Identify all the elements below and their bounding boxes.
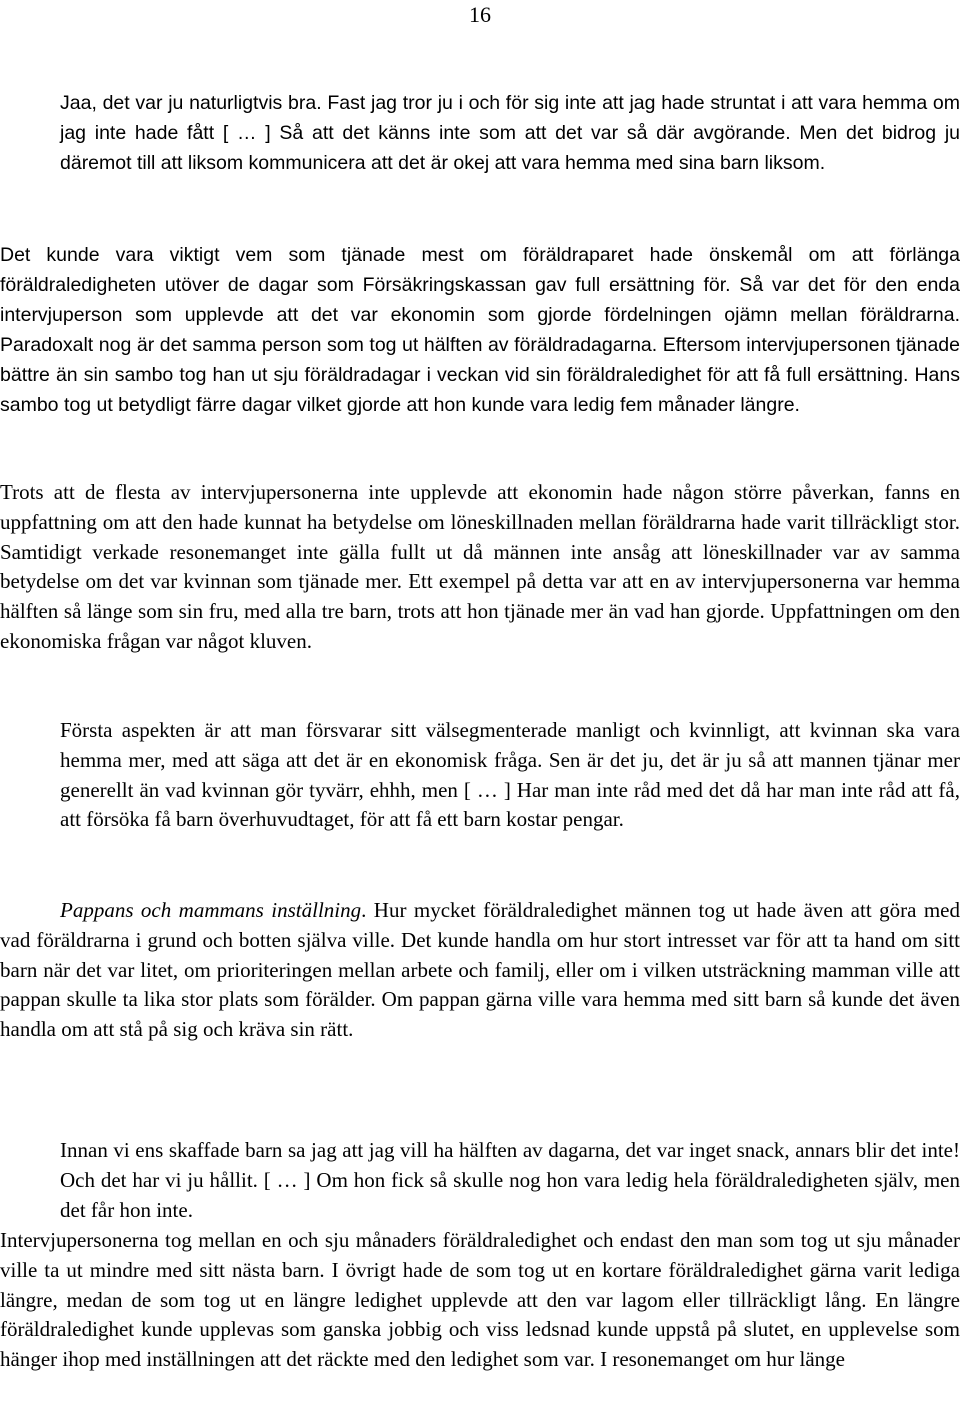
body-paragraph-salary-difference: Trots att de flesta av intervjupersonerna inte upplevde att ekonomin hade någon större påverkan, fanns en uppfattning om att den hade kunnat ha betydelse om löneskillnaden mellan föräldrarna hade varit tillräckligt stor. Samtidigt verkade resonemanget inte gälla fullt ut då männen inte ansåg att löneskillnader var av samma betydelse om det var kvinnan som tjänade mer. Ett exempel på detta var att en av intervjupersonerna var hemma hälften så länge som sin fru, med alla tre barn, trots att hon tjänade mer än vad han gjorde. Uppfattningen om den ekonomiska frågan var något kluven.: [0, 480, 960, 653]
body-paragraph-economy: Det kunde vara viktigt vem som tjänade mest om föräldraparet hade önskemål om att förlänga föräldraledigheten utöver de dagar som Försäkringskassan gav full ersättning för. Så var det för den enda intervjuperson som upplevde att det var ekonomin som gjorde fördelningen ojämn mellan föräldrarna. Paradoxalt nog är det samma person som tog ut hälften av föräldradagarna. Eftersom intervjupersonen tjänade bättre än sin sambo tog han ut sju föräldradagar i veckan vid sin föräldraledighet för att få full ersättning. Hans sambo tog ut betydligt färre dagar vilket gjorde att hon kunde vara ledig fem månader längre.: [0, 244, 960, 416]
page-number: 16: [469, 2, 491, 27]
interview-quote-2: Första aspekten är att man försvarar sitt välsegmenterade manligt och kvinnligt, att kvinnan ska vara hemma mer, med att säga att det är en ekonomisk fråga. Sen är det ju, det är ju så att mannen tjänar mer generellt än vad kvinnan gör tyvärr, ehhh, men [ … ] Har man inte råd med det då har man inte råd att få, att försöka få barn överhuvudtaget, för att få ett barn kostar pengar.: [60, 718, 960, 832]
body-paragraph-attitudes: [0, 896, 960, 1045]
interview-quote-3: Innan vi ens skaffade barn sa jag att jag vill ha hälften av dagarna, det var inget snack, annars blir det inte! Och det har vi ju hållit. [ … ] Om hon fick så skulle nog hon vara ledig hela föräldraledigheten själv, men det får hon inte.: [60, 1138, 960, 1222]
body-paragraph-attitudes-text: . Hur mycket föräldraledighet männen tog ut hade även att göra med vad föräldrarna i grund och botten själva ville. Det kunde handla om hur stort intresset var för att ta hand om sitt barn när det var litet, om prioriteringen mellan arbete och familj, eller om i vilken utsträckning mamman ville att pappan skulle ta lika stor plats som förälder. Om pappan gärna ville vara hemma med sitt barn så kunde det även handla om att stå på sig och kräva sin rätt.: [0, 898, 960, 1042]
interview-quote-1: Jaa, det var ju naturligtvis bra. Fast jag tror ju i och för sig inte att jag hade struntat i att vara hemma om jag inte hade fått [ … ] Så att det känns inte som att det var så där avgörande. Men det bidrog ju däremot till att liksom kommunicera att det är okej att vara hemma med sina barn liksom.: [60, 92, 960, 174]
body-paragraph-leave-length: Intervjupersonerna tog mellan en och sju månaders föräldraledighet och endast den man som tog ut sju månader ville ta ut mindre med sitt nästa barn. I övrigt hade de som tog ut en kortare föräldraledighet gärna varit lediga längre, medan de som tog ut en längre ledighet upplevde att den var lagom eller tillräckligt lång. En längre föräldraledighet kunde upplevas som ganska jobbig och viss ledsnad kunde uppstå på slutet, en upplevelse som hänger ihop med inställningen att det räckte med den ledighet som var. I resonemanget om hur länge: [0, 1228, 960, 1372]
section-heading-attitudes: Pappans och mammans inställning: [60, 898, 362, 922]
